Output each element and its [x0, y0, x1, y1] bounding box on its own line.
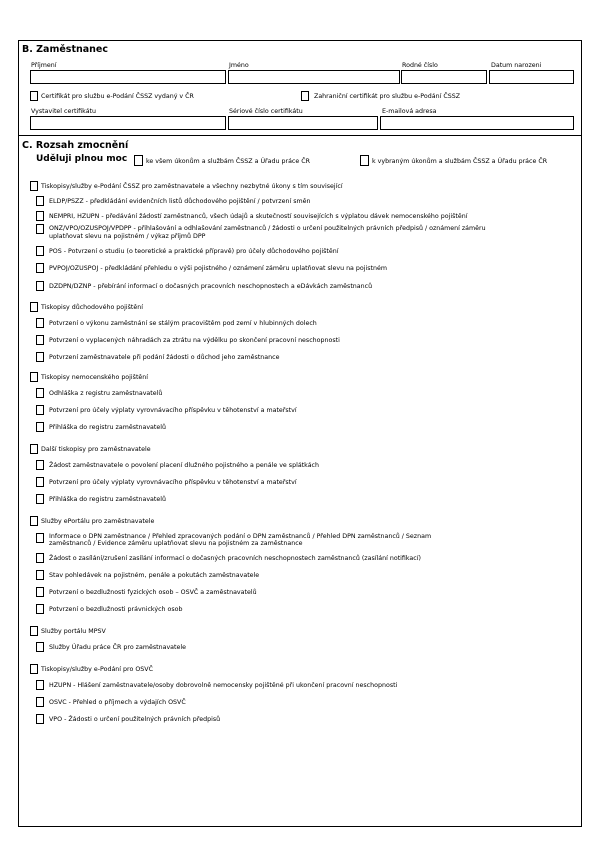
item-sickness-2-checkbox[interactable] — [36, 405, 44, 415]
birthdate-input[interactable] — [489, 70, 574, 84]
item-eportal-4-checkbox[interactable] — [36, 587, 44, 597]
item-eportal-1-label: Informace o DPN zaměstnance / Přehled zpracovaných podání o DPN zaměstnanců / Přehled DPN zaměstnanců / Seznam — [49, 533, 432, 540]
item-other-2-label: Potvrzení pro účely výplaty vyrovnávacího příspěvku v těhotenství a mateřství — [49, 479, 297, 486]
cert-cz-label: Certifikát pro službu e-Podání ČSSZ vydaný v ČR — [41, 93, 194, 100]
group-eportal-checkbox[interactable] — [30, 516, 38, 526]
item-eportal-1-label-cont: zaměstnanců / Evidence záměru uplatňovat slevu na pojistném za zaměstnance — [49, 540, 303, 547]
section-divider — [18, 135, 582, 136]
item-eportal-4-label: Potvrzení o bezdlužnosti fyzických osob – OSVČ a zaměstnavatelů — [49, 589, 257, 596]
scope-all-label: ke všem úkonům a službám ČSSZ a Úřadu práce ČR — [146, 158, 311, 165]
item-other-1-checkbox[interactable] — [36, 460, 44, 470]
item-mpsv-1-checkbox[interactable] — [36, 642, 44, 652]
issuer-input[interactable] — [30, 116, 226, 130]
item-onz-label-cont: uplatňovat slevu na pojistném / výkaz příjmů DPP — [49, 233, 206, 240]
group-epodani-employer-checkbox[interactable] — [30, 181, 38, 191]
item-other-2-checkbox[interactable] — [36, 477, 44, 487]
item-pvpoj-checkbox[interactable] — [36, 263, 44, 273]
cert-foreign-label: Zahraniční certifikát pro službu e-Podání ČSSZ — [314, 93, 461, 100]
group-sickness-checkbox[interactable] — [30, 372, 38, 382]
group-eportal-label: Služby ePortálu pro zaměstnavatele — [41, 518, 155, 525]
item-pension-3-checkbox[interactable] — [36, 352, 44, 362]
firstname-input[interactable] — [228, 70, 400, 84]
group-sickness-label: Tiskopisy nemocenského pojištění — [41, 374, 149, 381]
item-eportal-3-checkbox[interactable] — [36, 570, 44, 580]
item-nempri-label: NEMPRI, HZUPN - předávání žádostí zaměstnanců, všech údajů a skutečností souvisejících s výplatou dávek nemocenského pojištění — [49, 213, 468, 220]
item-eportal-5-checkbox[interactable] — [36, 604, 44, 614]
birthdate-label: Datum narozeni — [491, 62, 542, 69]
group-osvc-label: Tiskopisy/služby e-Podání pro OSVČ — [41, 666, 154, 673]
item-osvc-2-checkbox[interactable] — [36, 697, 44, 707]
item-pos-checkbox[interactable] — [36, 246, 44, 256]
item-onz-label: ONZ/VPO/OZUSPOJ/VPDPP - přihlašování a odhlašování zaměstnanců / žádosti o určení použitelných právních předpisů / oznámení záměru — [49, 225, 486, 232]
group-pension-checkbox[interactable] — [30, 302, 38, 312]
group-other-forms-checkbox[interactable] — [30, 444, 38, 454]
item-pension-2-checkbox[interactable] — [36, 335, 44, 345]
group-pension-label: Tiskopisy důchodového pojištění — [41, 304, 144, 311]
item-onz-checkbox[interactable] — [36, 224, 44, 234]
item-sickness-3-label: Přihláška do registru zaměstnavatelů — [49, 424, 166, 431]
item-other-1-label: Žádost zaměstnavatele o povolení placení dlužného pojistného a penále ve splátkách — [49, 462, 320, 469]
email-input[interactable] — [380, 116, 574, 130]
item-osvc-2-label: OSVC - Přehled o příjmech a výdajích OSVČ — [49, 699, 186, 706]
item-sickness-3-checkbox[interactable] — [36, 422, 44, 432]
item-other-3-label: Přihláška do registru zaměstnavatelů — [49, 496, 166, 503]
item-sickness-1-checkbox[interactable] — [36, 388, 44, 398]
birthnumber-label: Rodné číslo — [402, 62, 438, 69]
scope-selected-checkbox[interactable] — [360, 155, 369, 166]
serial-label: Sériové číslo certifikátu — [229, 108, 303, 115]
surname-input[interactable] — [30, 70, 226, 84]
item-nempri-checkbox[interactable] — [36, 211, 44, 221]
item-osvc-3-checkbox[interactable] — [36, 714, 44, 724]
item-eportal-2-label: Žádost o zasílání/zrušení zasílání informací o dočasných pracovních neschopnostech zaměstnanců (zasílání notifikací) — [49, 555, 421, 562]
item-mpsv-1-label: Služby Úřadu práce ČR pro zaměstnavatele — [49, 644, 186, 651]
issuer-label: Vystavitel certifikátu — [31, 108, 97, 115]
item-osvc-1-label: HZUPN - Hlášení zaměstnavatele/osoby dobrovolně nemocensky pojištěné při ukončení pracovní neschopnosti — [49, 682, 398, 689]
cert-foreign-checkbox[interactable] — [301, 91, 309, 101]
group-mpsv-label: Služby portálu MPSV — [41, 628, 106, 635]
item-pos-label: POS - Potvrzení o studiu (o teoretické a praktické přípravě) pro účely důchodového pojištění — [49, 248, 339, 255]
grant-heading: Uděluji plnou moc — [36, 154, 128, 164]
section-b-title: B. Zaměstnanec — [22, 44, 109, 55]
item-eportal-2-checkbox[interactable] — [36, 553, 44, 563]
scope-all-checkbox[interactable] — [134, 155, 143, 166]
item-other-3-checkbox[interactable] — [36, 494, 44, 504]
item-pvpoj-label: PVPOJ/OZUSPOJ - předkládání přehledu o výši pojistného / oznámení záměru uplatňovat slevu na pojistném — [49, 265, 388, 272]
item-osvc-1-checkbox[interactable] — [36, 680, 44, 690]
firstname-label: Jméno — [229, 62, 249, 69]
scope-selected-label: k vybraným úkonům a službám ČSSZ a Úřadu práce ČR — [372, 158, 548, 165]
email-label: E-mailová adresa — [382, 108, 437, 115]
item-eportal-3-label: Stav pohledávek na pojistném, penále a pokutách zaměstnavatele — [49, 572, 260, 579]
item-sickness-1-label: Odhláška z registru zaměstnavatelů — [49, 390, 163, 397]
item-pension-1-label: Potvrzení o výkonu zaměstnání se stálým pracovištěm pod zemí v hlubinných dolech — [49, 320, 317, 327]
section-c-title: C. Rozsah zmocnění — [22, 140, 129, 151]
group-mpsv-checkbox[interactable] — [30, 626, 38, 636]
group-osvc-checkbox[interactable] — [30, 664, 38, 674]
surname-label: Příjmení — [31, 62, 57, 69]
cert-cz-checkbox[interactable] — [30, 91, 38, 101]
serial-input[interactable] — [228, 116, 378, 130]
item-sickness-2-label: Potvrzení pro účely výplaty vyrovnávacího příspěvku v těhotenství a mateřství — [49, 407, 297, 414]
item-eportal-1-checkbox[interactable] — [36, 533, 44, 543]
item-eldp-label: ELDP/PSZZ - předkládání evidenčních listů důchodového pojištění / potvrzení směn — [49, 198, 311, 205]
group-epodani-employer-label: Tiskopisy/služby e-Podání ČSSZ pro zaměstnavatele a všechny nezbytné úkony s tím související — [41, 183, 343, 190]
group-other-forms-label: Další tiskopisy pro zaměstnavatele — [41, 446, 151, 453]
item-pension-2-label: Potvrzení o vyplacených náhradách za ztrátu na výdělku po skončení pracovní neschopnosti — [49, 337, 340, 344]
item-pension-1-checkbox[interactable] — [36, 318, 44, 328]
item-eldp-checkbox[interactable] — [36, 196, 44, 206]
item-eportal-5-label: Potvrzení o bezdlužnosti právnických osob — [49, 606, 183, 613]
item-pension-3-label: Potvrzení zaměstnavatele při podání žádosti o důchod jeho zaměstnance — [49, 354, 280, 361]
birthnumber-input[interactable] — [401, 70, 487, 84]
item-dzdpn-checkbox[interactable] — [36, 281, 44, 291]
item-osvc-3-label: VPO - Žádosti o určení použitelných právních předpisů — [49, 716, 221, 723]
item-dzdpn-label: DZDPN/DZNP - přebírání informací o dočasných pracovních neschopnostech a eDávkách zaměstnanců — [49, 283, 373, 290]
